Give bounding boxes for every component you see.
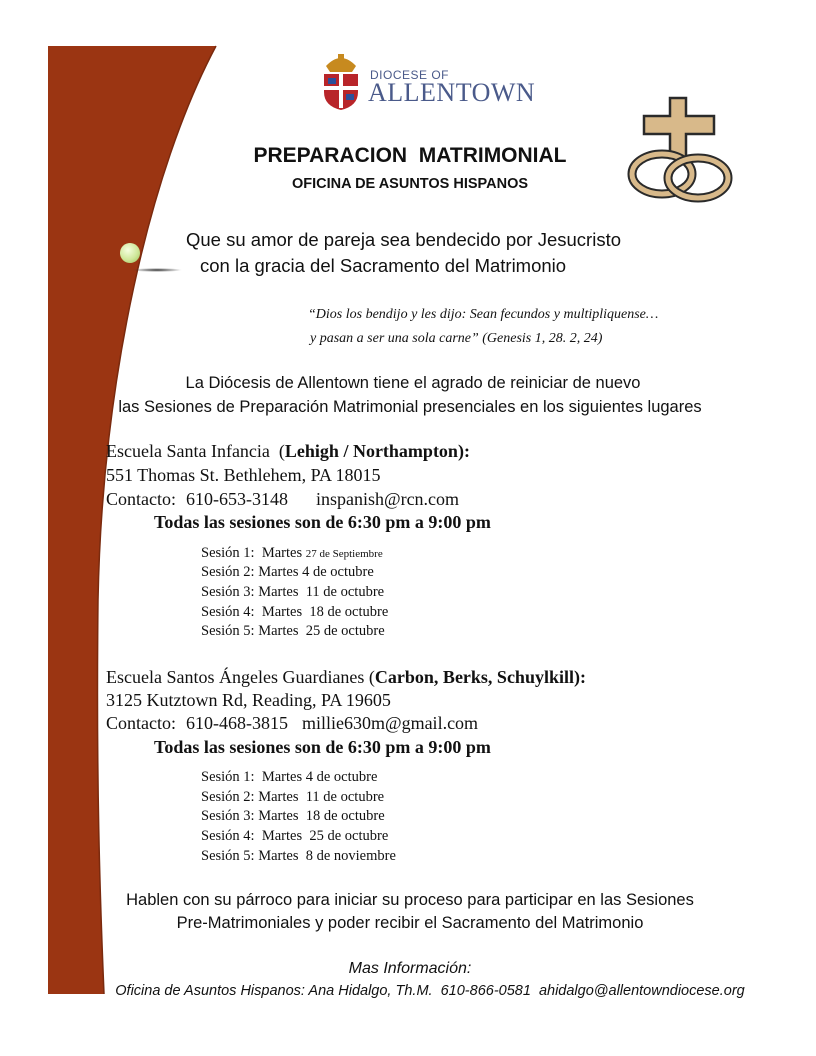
bullet-orb-icon	[120, 243, 140, 263]
logo-big-text: ALLENTOWN	[368, 78, 536, 107]
blessing-line-1: Que su amor de pareja sea bendecido por Jesucristo	[186, 229, 622, 250]
session-item	[201, 808, 385, 825]
session-label: Sesión 3: Martes	[201, 584, 306, 600]
session-item	[201, 789, 384, 806]
session-item	[201, 623, 385, 640]
contact-phone: 610-653-3148	[186, 489, 288, 509]
session-item	[201, 545, 383, 562]
session-date: 18 de octubre	[305, 808, 385, 824]
closing-line-2: Pre-Matrimoniales y poder recibir el Sacramento del Matrimonio	[176, 914, 644, 932]
intro-line-1: La Diócesis de Allentown tiene el agrado de reiniciar de nuevo	[185, 374, 641, 392]
contact-email: millie630m@gmail.com	[302, 713, 479, 733]
session-date: 4 de octubre	[302, 564, 374, 580]
more-info-contact: Oficina de Asuntos Hispanos: Ana Hidalgo, Th.M. 610-866-0581 ahidalgo@allentowndiocese.org	[115, 983, 745, 999]
bullet-shadow	[132, 268, 182, 272]
location-region-close: ):	[457, 441, 470, 461]
location-name	[106, 667, 586, 688]
location-region-close: ):	[573, 667, 586, 687]
session-date: 27 de Septiembre	[305, 548, 383, 560]
blessing-line-2: con la gracia del Sacramento del Matrimonio	[200, 255, 567, 276]
location-name-text: Escuela Santa Infancia (	[106, 441, 285, 461]
session-label: Sesión 2: Martes	[201, 564, 303, 580]
session-item	[201, 564, 374, 581]
contact-label: Contacto:	[106, 713, 176, 733]
session-date: 18 de octubre	[309, 604, 389, 620]
logo-small-text: DIOCESE OF	[370, 68, 450, 82]
location-region: Lehigh / Northampton	[284, 441, 458, 461]
diocese-logo	[316, 50, 536, 114]
diocese-shield-icon	[318, 52, 364, 112]
session-date: 25 de octubre	[309, 828, 389, 844]
contact-phone: 610-468-3815	[186, 713, 288, 733]
closing-line-1: Hablen con su párroco para iniciar su proceso para participar en las Sesiones	[126, 891, 694, 909]
location-address: 3125 Kutztown Rd, Reading, PA 19605	[106, 690, 391, 710]
schedule-text: Todas las sesiones son de 6:30 pm a 9:00 pm	[154, 737, 491, 757]
session-label: Sesión 2: Martes	[201, 789, 306, 805]
location-contact	[106, 489, 459, 510]
page-title: PREPARACION MATRIMONIAL	[253, 144, 567, 167]
location-region: Carbon, Berks, Schuylkill	[374, 667, 574, 687]
session-item	[201, 584, 384, 601]
session-label: Sesión 3: Martes	[201, 808, 306, 824]
session-date: 4 de octubre	[305, 769, 378, 785]
session-label: Sesión 1: Martes	[201, 545, 306, 561]
cross-and-rings-icon	[622, 92, 740, 204]
scripture-quote-line-2: y pasan a ser una sola carne” (Genesis 1, 28. 2, 24)	[310, 331, 603, 346]
session-date: 25 de octubre	[305, 623, 385, 639]
session-label: Sesión 5: Martes	[201, 623, 306, 639]
session-date: 11 de octubre	[305, 584, 385, 600]
location-name	[106, 441, 470, 462]
scripture-quote-line-1: “Dios los bendijo y les dijo: Sean fecundos y multipliquense…	[308, 307, 659, 322]
location-address: 551 Thomas St. Bethlehem, PA 18015	[106, 465, 381, 485]
session-label: Sesión 1: Martes	[201, 769, 306, 785]
session-item	[201, 604, 388, 621]
session-label: Sesión 5: Martes	[201, 848, 306, 864]
session-item	[201, 769, 377, 786]
location-name-text: Escuela Santos Ángeles Guardianes (	[106, 667, 375, 687]
location-contact	[106, 713, 478, 734]
intro-line-2: las Sesiones de Preparación Matrimonial presenciales en los siguientes lugares	[118, 398, 702, 416]
session-item	[201, 848, 396, 865]
session-date: 11 de octubre	[305, 789, 385, 805]
session-label: Sesión 4: Martes	[201, 828, 310, 844]
session-date: 8 de noviembre	[305, 848, 396, 864]
more-info-title: Mas Información:	[348, 960, 472, 977]
page-subtitle: OFICINA DE ASUNTOS HISPANOS	[291, 176, 529, 192]
session-label: Sesión 4: Martes	[201, 604, 310, 620]
session-item	[201, 828, 388, 845]
schedule-text: Todas las sesiones son de 6:30 pm a 9:00 pm	[154, 512, 491, 532]
contact-email: inspanish@rcn.com	[316, 489, 460, 509]
contact-label: Contacto:	[106, 489, 176, 509]
